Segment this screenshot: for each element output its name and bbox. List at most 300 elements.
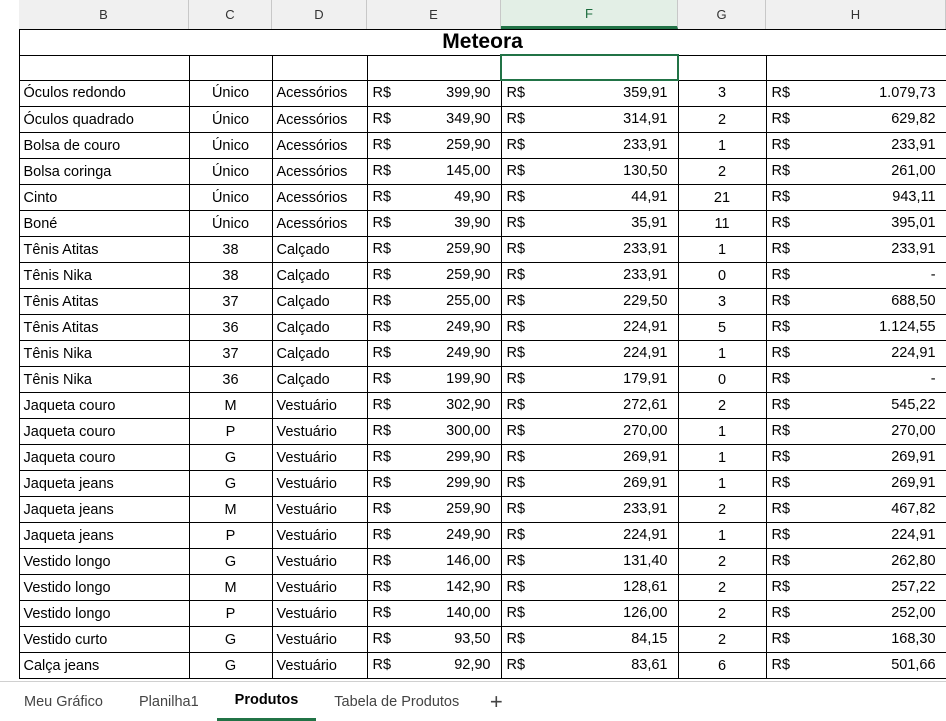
currency-symbol: R$ <box>372 137 392 153</box>
currency-symbol: R$ <box>771 293 791 309</box>
column-header-f[interactable] <box>501 0 678 29</box>
cell-preco-desconto[interactable] <box>501 471 678 497</box>
cell-valor-total[interactable] <box>766 341 946 367</box>
cell-tamanho[interactable]: 37 <box>189 289 272 315</box>
currency-value: 259,90 <box>446 241 491 257</box>
cell-produto[interactable]: Tênis Atitas <box>19 237 189 263</box>
row-gutter <box>0 341 19 367</box>
cell-categoria[interactable]: Vestuário <box>272 549 367 575</box>
cell-valor-total[interactable] <box>766 159 946 185</box>
table-row <box>0 107 946 133</box>
cell-valor-total[interactable] <box>766 653 946 679</box>
cell-produto[interactable]: Tênis Atitas <box>19 315 189 341</box>
currency-symbol: R$ <box>771 111 791 127</box>
cell-valor-total[interactable] <box>766 627 946 653</box>
cell-preco-unitario[interactable] <box>367 393 501 419</box>
cell-produto[interactable]: Vestido longo <box>19 549 189 575</box>
currency-symbol: R$ <box>372 631 392 647</box>
cell-preco-unitario[interactable] <box>367 445 501 471</box>
cell-preco-unitario[interactable] <box>367 185 501 211</box>
cell-valor-total[interactable] <box>766 211 946 237</box>
cell-qtd[interactable]: 2 <box>678 601 766 627</box>
cell-preco-desconto[interactable] <box>501 341 678 367</box>
currency-value: 688,50 <box>891 293 936 309</box>
cell-preco-desconto[interactable] <box>501 289 678 315</box>
currency-value: 314,91 <box>623 111 668 127</box>
currency-symbol: R$ <box>506 345 526 361</box>
currency-symbol: R$ <box>506 449 526 465</box>
currency-symbol: R$ <box>771 163 791 179</box>
cell-preco-unitario[interactable] <box>367 549 501 575</box>
column-header-g[interactable] <box>678 0 766 29</box>
data-table <box>0 29 946 679</box>
cell-valor-total[interactable] <box>766 367 946 393</box>
cell-produto[interactable]: Boné <box>19 211 189 237</box>
currency-value: 1.124,55 <box>879 319 936 335</box>
cell-valor-total[interactable] <box>766 393 946 419</box>
cell-preco-unitario[interactable] <box>367 419 501 445</box>
cell-preco-unitario[interactable] <box>367 315 501 341</box>
cell-produto[interactable]: Jaqueta jeans <box>19 471 189 497</box>
currency-value: 224,91 <box>891 345 936 361</box>
cell-produto[interactable]: Jaqueta couro <box>19 445 189 471</box>
currency-symbol: R$ <box>771 527 791 543</box>
cell-qtd[interactable]: 2 <box>678 627 766 653</box>
add-sheet-glyph: + <box>489 688 503 714</box>
cell-preco-desconto[interactable] <box>501 159 678 185</box>
cell-qtd[interactable]: 0 <box>678 367 766 393</box>
table-row <box>0 341 946 367</box>
cell-produto[interactable]: Óculos redondo <box>19 80 189 107</box>
table-row <box>0 653 946 679</box>
currency-symbol: R$ <box>506 397 526 413</box>
currency-symbol: R$ <box>771 553 791 569</box>
cell-tamanho[interactable]: G <box>189 653 272 679</box>
currency-symbol: R$ <box>506 657 526 673</box>
currency-value: 93,50 <box>454 631 491 647</box>
cell-preco-desconto[interactable] <box>501 549 678 575</box>
currency-symbol: R$ <box>506 605 526 621</box>
cell-categoria[interactable]: Vestuário <box>272 575 367 601</box>
cell-produto[interactable]: Tênis Nika <box>19 341 189 367</box>
currency-symbol: R$ <box>372 189 392 205</box>
cell-preco-unitario[interactable] <box>367 80 501 107</box>
cell-valor-total[interactable] <box>766 419 946 445</box>
cell-tamanho[interactable]: G <box>189 627 272 653</box>
cell-valor-total[interactable] <box>766 445 946 471</box>
row-gutter <box>0 523 19 549</box>
row-gutter <box>0 627 19 653</box>
currency-value: 300,00 <box>446 423 491 439</box>
row-gutter <box>0 419 19 445</box>
currency-symbol: R$ <box>372 449 392 465</box>
cell-tamanho[interactable]: Único <box>189 185 272 211</box>
currency-value: 302,90 <box>446 397 491 413</box>
cell-preco-desconto[interactable] <box>501 393 678 419</box>
cell-tamanho[interactable]: 36 <box>189 315 272 341</box>
column-title-cell[interactable]: Produtos <box>19 55 189 80</box>
cell-produto[interactable]: Tênis Nika <box>19 367 189 393</box>
table-row <box>0 627 946 653</box>
currency-symbol: R$ <box>506 293 526 309</box>
table-row <box>0 315 946 341</box>
currency-value: 249,90 <box>446 345 491 361</box>
column-header-e[interactable] <box>367 0 501 29</box>
sheet-tab-bar <box>0 681 946 721</box>
cell-tamanho[interactable]: Único <box>189 211 272 237</box>
currency-value: 299,90 <box>446 449 491 465</box>
cell-qtd[interactable]: 1 <box>678 133 766 159</box>
cell-qtd[interactable]: 2 <box>678 549 766 575</box>
cell-preco-desconto[interactable] <box>501 653 678 679</box>
currency-value: 146,00 <box>446 553 491 569</box>
cell-categoria[interactable]: Vestuário <box>272 627 367 653</box>
cell-categoria[interactable]: Calçado <box>272 289 367 315</box>
currency-value: 467,82 <box>891 501 936 517</box>
currency-symbol: R$ <box>372 605 392 621</box>
cell-produto[interactable]: Tênis Atitas <box>19 289 189 315</box>
cell-produto[interactable]: Cinto <box>19 185 189 211</box>
currency-value: 252,00 <box>891 605 936 621</box>
cell-tamanho[interactable]: G <box>189 445 272 471</box>
sheet-tab-planilha1[interactable] <box>121 682 217 721</box>
cell-valor-total[interactable] <box>766 471 946 497</box>
currency-value: 257,22 <box>891 579 936 595</box>
cell-categoria[interactable]: Acessórios <box>272 159 367 185</box>
cell-tamanho[interactable]: P <box>189 601 272 627</box>
cell-tamanho[interactable]: 38 <box>189 237 272 263</box>
cell-produto[interactable]: Jaqueta jeans <box>19 497 189 523</box>
currency-value: 269,91 <box>891 449 936 465</box>
sheet-tab-produtos[interactable] <box>217 682 317 721</box>
cell-preco-unitario[interactable] <box>367 471 501 497</box>
cell-valor-total[interactable] <box>766 185 946 211</box>
currency-symbol: R$ <box>372 241 392 257</box>
cell-valor-total[interactable] <box>766 289 946 315</box>
cell-tamanho[interactable]: 37 <box>189 341 272 367</box>
currency-symbol: R$ <box>506 319 526 335</box>
cell-categoria[interactable]: Acessórios <box>272 107 367 133</box>
cell-produto[interactable]: Jaqueta couro <box>19 419 189 445</box>
currency-symbol: R$ <box>372 423 392 439</box>
row-gutter <box>0 393 19 419</box>
cell-qtd[interactable]: 2 <box>678 393 766 419</box>
sheet-tab-label: Produtos <box>234 692 299 708</box>
currency-symbol: R$ <box>372 657 392 673</box>
cell-categoria[interactable]: Acessórios <box>272 133 367 159</box>
cell-qtd[interactable]: 5 <box>678 315 766 341</box>
cell-preco-unitario[interactable] <box>367 601 501 627</box>
column-title-cell[interactable]: Qtd <box>678 55 766 80</box>
currency-value: 1.079,73 <box>879 84 936 101</box>
cell-preco-desconto[interactable] <box>501 367 678 393</box>
cell-preco-unitario[interactable] <box>367 107 501 133</box>
cell-preco-unitario[interactable] <box>367 653 501 679</box>
cell-preco-unitario[interactable] <box>367 211 501 237</box>
cell-produto[interactable]: Vestido curto <box>19 627 189 653</box>
currency-symbol: R$ <box>771 501 791 517</box>
cell-valor-total[interactable] <box>766 601 946 627</box>
currency-symbol: R$ <box>372 293 392 309</box>
currency-value: 399,90 <box>446 84 491 101</box>
cell-valor-total[interactable] <box>766 107 946 133</box>
cell-qtd[interactable]: 1 <box>678 419 766 445</box>
cell-tamanho[interactable]: M <box>189 393 272 419</box>
row-gutter <box>0 601 19 627</box>
sheet-tab-meu-grafico[interactable] <box>6 682 121 721</box>
cell-preco-unitario[interactable] <box>367 263 501 289</box>
column-title-cell[interactable]: Preço c/ desconto <box>501 55 678 80</box>
currency-symbol: R$ <box>372 475 392 491</box>
cell-preco-desconto[interactable] <box>501 107 678 133</box>
sheet-tab-tabela-de-produtos[interactable] <box>316 682 477 721</box>
cell-tamanho[interactable]: P <box>189 419 272 445</box>
cell-produto[interactable]: Jaqueta jeans <box>19 523 189 549</box>
row-gutter <box>0 653 19 679</box>
column-header-h[interactable] <box>766 0 946 29</box>
cell-qtd[interactable]: 3 <box>678 289 766 315</box>
cell-qtd[interactable]: 2 <box>678 575 766 601</box>
cell-produto[interactable]: Jaqueta couro <box>19 393 189 419</box>
cell-valor-total[interactable] <box>766 80 946 107</box>
cell-qtd[interactable]: 2 <box>678 159 766 185</box>
cell-preco-desconto[interactable] <box>501 263 678 289</box>
currency-symbol: R$ <box>506 527 526 543</box>
add-sheet-icon[interactable] <box>477 682 515 721</box>
cell-qtd[interactable]: 1 <box>678 341 766 367</box>
currency-value: 270,00 <box>623 423 668 439</box>
cell-qtd[interactable]: 1 <box>678 445 766 471</box>
table-row <box>0 185 946 211</box>
column-header-b-label: B <box>99 7 108 22</box>
cell-tamanho[interactable]: Único <box>189 159 272 185</box>
cell-qtd[interactable]: 1 <box>678 523 766 549</box>
table-row <box>0 159 946 185</box>
cell-preco-desconto[interactable] <box>501 80 678 107</box>
cell-preco-unitario[interactable] <box>367 237 501 263</box>
currency-symbol: R$ <box>771 319 791 335</box>
table-row <box>0 237 946 263</box>
currency-value: 269,91 <box>623 449 668 465</box>
cell-categoria[interactable]: Vestuário <box>272 419 367 445</box>
cell-categoria[interactable]: Calçado <box>272 237 367 263</box>
currency-symbol: R$ <box>771 397 791 413</box>
currency-value: 299,90 <box>446 475 491 491</box>
cell-produto[interactable]: Vestido longo <box>19 575 189 601</box>
cell-qtd[interactable]: 2 <box>678 497 766 523</box>
cell-preco-unitario[interactable] <box>367 627 501 653</box>
cell-categoria[interactable]: Acessórios <box>272 80 367 107</box>
currency-symbol: R$ <box>506 475 526 491</box>
cell-preco-unitario[interactable] <box>367 575 501 601</box>
sheet-tab-label: Planilha1 <box>138 693 199 710</box>
cell-preco-unitario[interactable] <box>367 159 501 185</box>
currency-value: 259,90 <box>446 501 491 517</box>
table-row <box>0 211 946 237</box>
row-gutter <box>0 185 19 211</box>
currency-symbol: R$ <box>506 371 526 387</box>
cell-qtd[interactable]: 3 <box>678 80 766 107</box>
currency-value: 233,91 <box>623 241 668 257</box>
cell-preco-desconto[interactable] <box>501 211 678 237</box>
cell-valor-total[interactable] <box>766 133 946 159</box>
cell-preco-desconto[interactable] <box>501 315 678 341</box>
cell-valor-total[interactable] <box>766 575 946 601</box>
row-gutter <box>0 549 19 575</box>
currency-value: 142,90 <box>446 579 491 595</box>
cell-categoria[interactable]: Calçado <box>272 367 367 393</box>
currency-symbol: R$ <box>506 501 526 517</box>
cell-qtd[interactable]: 11 <box>678 211 766 237</box>
currency-value: 259,90 <box>446 137 491 153</box>
currency-symbol: R$ <box>506 553 526 569</box>
cell-produto[interactable]: Bolsa coringa <box>19 159 189 185</box>
cell-categoria[interactable]: Vestuário <box>272 601 367 627</box>
currency-symbol: R$ <box>506 631 526 647</box>
currency-value: 224,91 <box>891 527 936 543</box>
currency-value: 130,50 <box>623 163 668 179</box>
currency-value: 126,00 <box>623 605 668 621</box>
currency-symbol: R$ <box>506 579 526 595</box>
cell-qtd[interactable]: 0 <box>678 263 766 289</box>
cell-valor-total[interactable] <box>766 237 946 263</box>
cell-preco-desconto[interactable] <box>501 497 678 523</box>
currency-value: 233,91 <box>891 137 936 153</box>
cell-tamanho[interactable]: 38 <box>189 263 272 289</box>
cell-categoria[interactable]: Vestuário <box>272 653 367 679</box>
cell-valor-total[interactable] <box>766 523 946 549</box>
currency-value: 233,91 <box>891 241 936 257</box>
column-header-f-label: F <box>585 5 593 21</box>
cell-categoria[interactable]: Calçado <box>272 315 367 341</box>
column-header-b[interactable] <box>19 0 189 29</box>
currency-value: 199,90 <box>446 371 491 387</box>
currency-symbol: R$ <box>506 163 526 179</box>
cell-categoria[interactable]: Vestuário <box>272 393 367 419</box>
currency-symbol: R$ <box>372 345 392 361</box>
cell-qtd[interactable]: 1 <box>678 471 766 497</box>
column-header-g-label: G <box>716 7 727 22</box>
cell-qtd[interactable]: 21 <box>678 185 766 211</box>
cell-produto[interactable]: Tênis Nika <box>19 263 189 289</box>
cell-categoria[interactable]: Vestuário <box>272 471 367 497</box>
cell-tamanho[interactable]: G <box>189 471 272 497</box>
column-title-cell[interactable]: Tamanho <box>189 55 272 80</box>
cell-valor-total[interactable] <box>766 497 946 523</box>
cell-preco-desconto[interactable] <box>501 133 678 159</box>
cell-tamanho[interactable]: Único <box>189 107 272 133</box>
currency-symbol: R$ <box>372 267 392 283</box>
row-gutter <box>0 471 19 497</box>
cell-preco-unitario[interactable] <box>367 523 501 549</box>
cell-tamanho[interactable]: G <box>189 549 272 575</box>
currency-value: 501,66 <box>891 657 936 673</box>
cell-tamanho[interactable]: M <box>189 497 272 523</box>
column-header-c[interactable] <box>189 0 272 29</box>
row-gutter <box>0 497 19 523</box>
table-row <box>0 133 946 159</box>
cell-tamanho[interactable]: 36 <box>189 367 272 393</box>
cell-produto[interactable]: Calça jeans <box>19 653 189 679</box>
row-gutter <box>0 133 19 159</box>
currency-value: 255,00 <box>446 293 491 309</box>
currency-symbol: R$ <box>771 267 791 283</box>
currency-value: 262,80 <box>891 553 936 569</box>
column-title-cell[interactable]: Preço Unitário <box>367 55 501 80</box>
currency-value: 233,91 <box>623 267 668 283</box>
cell-valor-total[interactable] <box>766 263 946 289</box>
cell-preco-desconto[interactable] <box>501 419 678 445</box>
cell-produto[interactable]: Bolsa de couro <box>19 133 189 159</box>
cell-preco-desconto[interactable] <box>501 575 678 601</box>
cell-preco-desconto[interactable] <box>501 237 678 263</box>
cell-qtd[interactable]: 1 <box>678 237 766 263</box>
currency-value: 84,15 <box>631 631 668 647</box>
cell-valor-total[interactable] <box>766 315 946 341</box>
table-row <box>0 80 946 107</box>
cell-categoria[interactable]: Calçado <box>272 263 367 289</box>
cell-valor-total[interactable] <box>766 549 946 575</box>
cell-categoria[interactable]: Vestuário <box>272 497 367 523</box>
currency-value: 269,91 <box>623 475 668 491</box>
cell-produto[interactable]: Vestido longo <box>19 601 189 627</box>
cell-preco-desconto[interactable] <box>501 185 678 211</box>
cell-tamanho[interactable]: Único <box>189 80 272 107</box>
currency-value: 83,61 <box>631 657 668 673</box>
currency-value: 395,01 <box>891 215 936 231</box>
cell-tamanho[interactable]: M <box>189 575 272 601</box>
currency-value: 269,91 <box>891 475 936 491</box>
cell-preco-unitario[interactable] <box>367 341 501 367</box>
cell-preco-desconto[interactable] <box>501 627 678 653</box>
cell-preco-unitario[interactable] <box>367 367 501 393</box>
cell-preco-desconto[interactable] <box>501 445 678 471</box>
row-gutter <box>0 159 19 185</box>
sheet-title-cell[interactable]: Meteora <box>19 30 946 56</box>
currency-value: 270,00 <box>891 423 936 439</box>
cell-categoria[interactable]: Vestuário <box>272 445 367 471</box>
currency-value: - <box>930 267 936 283</box>
column-header-c-label: C <box>225 7 235 22</box>
currency-value: 145,00 <box>446 163 491 179</box>
corner-gutter <box>0 0 19 29</box>
cell-categoria[interactable]: Vestuário <box>272 523 367 549</box>
grid-area[interactable] <box>0 29 946 681</box>
cell-preco-unitario[interactable] <box>367 497 501 523</box>
cell-qtd[interactable]: 2 <box>678 107 766 133</box>
column-header-d[interactable] <box>272 0 367 29</box>
cell-produto[interactable]: Óculos quadrado <box>19 107 189 133</box>
column-title-cell[interactable]: Categoria <box>272 55 367 80</box>
currency-value: 359,91 <box>623 85 668 101</box>
cell-tamanho[interactable]: Único <box>189 133 272 159</box>
cell-preco-desconto[interactable] <box>501 523 678 549</box>
cell-categoria[interactable]: Calçado <box>272 341 367 367</box>
currency-value: 249,90 <box>446 527 491 543</box>
cell-preco-desconto[interactable] <box>501 601 678 627</box>
currency-symbol: R$ <box>506 189 526 205</box>
cell-preco-unitario[interactable] <box>367 289 501 315</box>
cell-tamanho[interactable]: P <box>189 523 272 549</box>
cell-preco-unitario[interactable] <box>367 133 501 159</box>
currency-symbol: R$ <box>771 189 791 205</box>
currency-symbol: R$ <box>372 501 392 517</box>
cell-categoria[interactable]: Acessórios <box>272 211 367 237</box>
cell-categoria[interactable]: Acessórios <box>272 185 367 211</box>
cell-qtd[interactable]: 6 <box>678 653 766 679</box>
currency-value: 259,90 <box>446 267 491 283</box>
column-title-cell[interactable]: Valor Total <box>766 55 946 80</box>
